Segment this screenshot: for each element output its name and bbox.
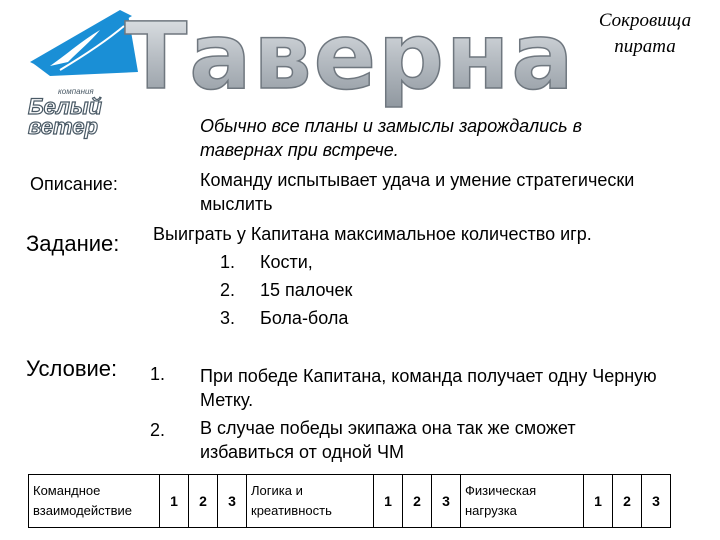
list-item: 3. Бола-бола [220, 308, 349, 328]
score-cell[interactable]: 2 [613, 475, 642, 528]
description-line-3: Команду испытывает удача и умение стратегически [200, 170, 635, 190]
score-cell[interactable]: 1 [584, 475, 613, 528]
score-cell[interactable]: 3 [218, 475, 247, 528]
logo-small-text: компания [58, 87, 94, 96]
score-cell[interactable]: 2 [189, 475, 218, 528]
task-list [220, 248, 352, 332]
description-line-2: тавернах при встрече. [200, 140, 399, 160]
title-text: Таверна [124, 3, 576, 110]
condition-item-1: При победе Капитана, команда получает одну Черную Метку. [200, 366, 657, 410]
description-label: Описание: [30, 174, 118, 194]
condition-item-2: В случае победы экипажа она так же сможет избавиться от одной ЧМ [200, 418, 576, 462]
description-text [200, 168, 710, 216]
score-table [28, 474, 671, 528]
description-text-italic [200, 114, 710, 162]
caption-line-1: Сокровища [598, 10, 692, 31]
page-title [124, 0, 576, 110]
condition-num-1: 1. [150, 364, 166, 384]
condition-num-2: 2. [150, 420, 166, 440]
score-cell[interactable]: 1 [160, 475, 189, 528]
score-cell[interactable]: 3 [642, 475, 671, 528]
task-text: Выиграть у Капитана максимальное количество игр. [153, 224, 592, 244]
score-category-physical: Физическая нагрузка [461, 475, 584, 528]
score-category-teamwork: Командное взаимодействие [29, 475, 160, 528]
task-label: Задание: [26, 231, 120, 256]
score-cell[interactable]: 2 [403, 475, 432, 528]
logo-text-line2: ветер [28, 114, 98, 139]
caption-line-2: пирата [614, 36, 676, 57]
condition-text [200, 364, 715, 468]
page-caption [585, 8, 705, 60]
list-item: 1. Кости, [220, 252, 313, 272]
description-line-1: Обычно все планы и замыслы зарождались в [200, 116, 582, 136]
logo-flag-shape [34, 14, 138, 76]
table-row [29, 475, 671, 528]
score-cell[interactable]: 1 [374, 475, 403, 528]
condition-label: Условие: [26, 356, 118, 381]
description-line-4: мыслить [200, 194, 273, 214]
list-item: 2. 15 палочек [220, 280, 353, 300]
score-cell[interactable]: 3 [432, 475, 461, 528]
logo-text-line1: Белый [28, 94, 102, 119]
score-category-logic: Логика и креативность [247, 475, 374, 528]
